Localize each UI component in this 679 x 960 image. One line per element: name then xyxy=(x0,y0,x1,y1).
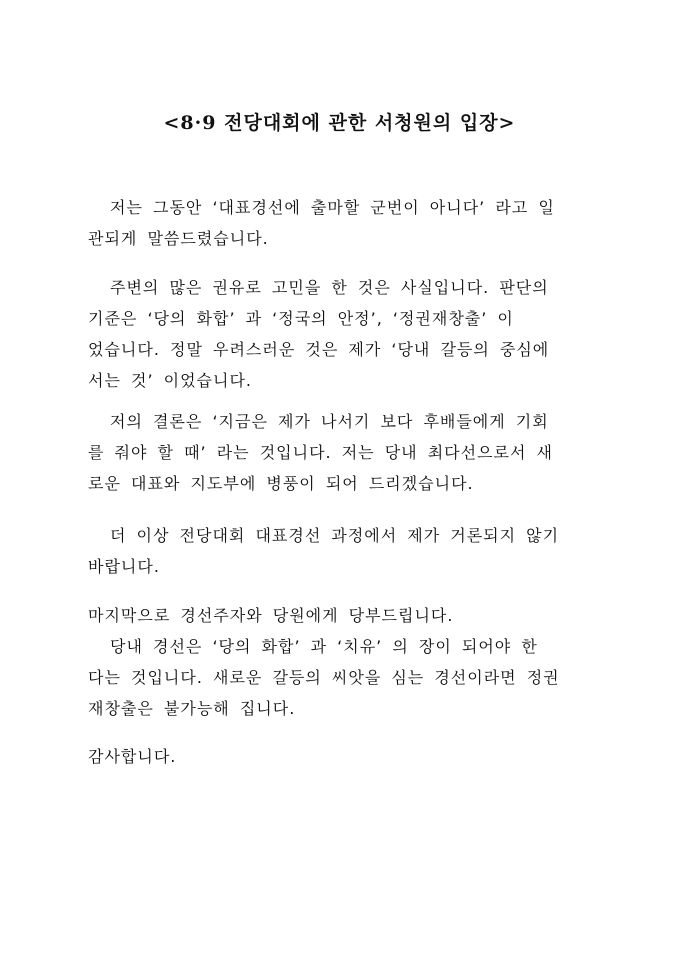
paragraph-line: 더 이상 전당대회 대표경선 과정에서 제가 거론되지 않기 xyxy=(110,526,560,545)
paragraph-line: 재창출은 불가능해 집니다. xyxy=(88,699,296,718)
paragraph-2 xyxy=(88,272,584,396)
paragraph-3 xyxy=(88,406,584,499)
paragraph-line: 감사합니다. xyxy=(88,747,177,766)
paragraph-line: 주변의 많은 권유로 고민을 한 것은 사실입니다. 판단의 xyxy=(110,278,549,297)
paragraph-closing xyxy=(88,741,584,772)
paragraph-4 xyxy=(88,520,584,582)
paragraph-line: 를 줘야 할 때’ 라는 것입니다. 저는 당내 최다선으로서 새 xyxy=(88,443,553,462)
paragraph-line: 로운 대표와 지도부에 병풍이 되어 드리겠습니다. xyxy=(88,474,474,493)
paragraph-line: 마지막으로 경선주자와 당원에게 당부드립니다. xyxy=(88,606,454,625)
paragraph-line: 당내 경선은 ‘당의 화합’ 과 ‘치유’ 의 장이 되어야 한 xyxy=(110,637,538,656)
paragraph-5 xyxy=(88,600,584,724)
paragraph-line: 저의 결론은 ‘지금은 제가 나서기 보다 후배들에게 기회 xyxy=(110,412,549,431)
paragraph-line: 서는 것’ 이었습니다. xyxy=(88,371,252,390)
document-title: <8·9 전당대회에 관한 서청원의 입장> xyxy=(163,112,516,134)
paragraph-line: 기준은 ‘당의 화합’ 과 ‘정국의 안정’, ‘정권재창출’ 이 xyxy=(88,309,514,328)
paragraph-line: 관되게 말씀드렸습니다. xyxy=(88,229,269,248)
paragraph-line: 었습니다. 정말 우려스러운 것은 제가 ‘당내 갈등의 중심에 xyxy=(88,340,550,359)
paragraph-line: 저는 그동안 ‘대표경선에 출마할 군번이 아니다’ 라고 일 xyxy=(110,198,555,217)
paragraph-1 xyxy=(88,192,584,254)
paragraph-line: 바랍니다. xyxy=(88,557,160,576)
paragraph-line: 다는 것입니다. 새로운 갈등의 씨앗을 심는 경선이라면 정권 xyxy=(88,668,560,687)
